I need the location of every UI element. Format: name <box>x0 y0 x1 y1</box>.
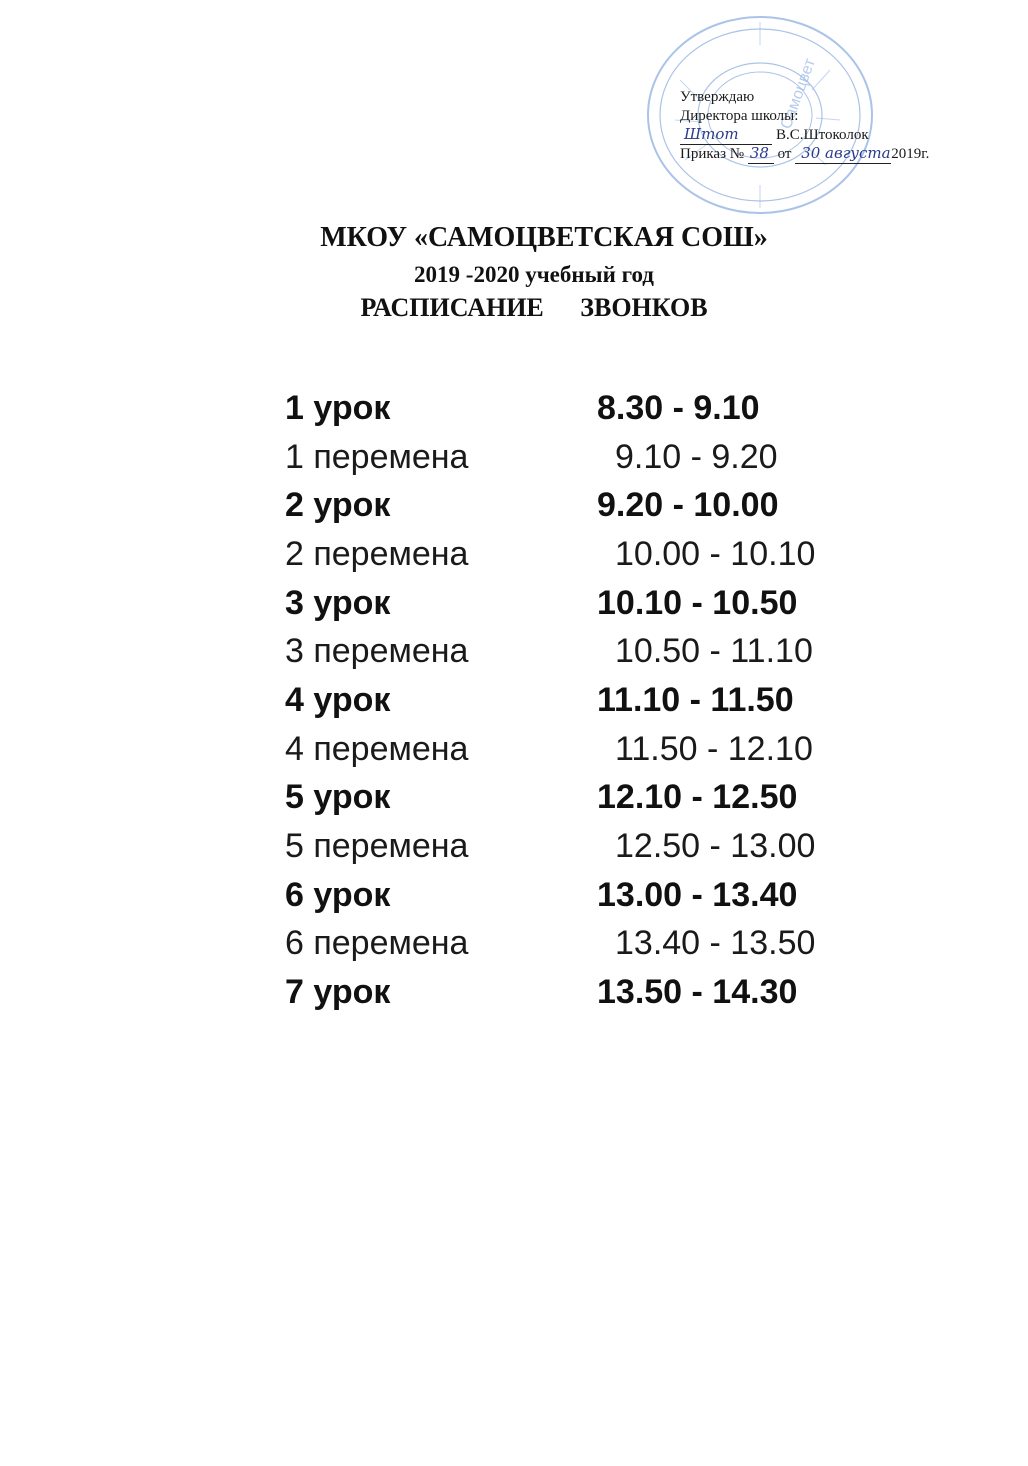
period-name: 2 урок <box>285 486 391 525</box>
order-prefix: Приказ № <box>680 146 745 162</box>
order-number: 38 <box>749 144 769 162</box>
period-name: 2 перемена <box>285 534 469 573</box>
approval-title: Утверждаю <box>680 89 755 105</box>
handwritten-signature: Штот <box>684 125 739 143</box>
signature-line <box>680 125 772 145</box>
schedule-row-break <box>285 822 925 871</box>
schedule-row-lesson <box>285 871 925 920</box>
order-from: от <box>777 146 792 162</box>
period-name: 3 урок <box>285 583 391 622</box>
schedule-row-break <box>285 920 925 969</box>
period-name: 7 урок <box>285 973 391 1012</box>
period-name: 6 урок <box>285 875 391 914</box>
bell-schedule <box>285 384 925 1017</box>
order-date: 30 августа <box>801 144 891 162</box>
schedule-row-lesson <box>285 774 925 823</box>
academic-year: 2019 -2020 учебный год <box>414 262 654 287</box>
school-name: МКОУ «САМОЦВЕТСКАЯ СОШ» <box>320 222 768 253</box>
period-time: 13.40 - 13.50 <box>615 924 816 963</box>
period-time: 10.50 - 11.10 <box>615 632 813 671</box>
period-name: 5 перемена <box>285 827 469 866</box>
order-number-line <box>748 144 774 164</box>
period-name: 1 перемена <box>285 437 469 476</box>
schedule-row-lesson <box>285 481 925 530</box>
schedule-row-lesson <box>285 968 925 1017</box>
period-time: 11.10 - 11.50 <box>597 680 794 719</box>
schedule-row-break <box>285 530 925 579</box>
schedule-row-lesson <box>285 384 925 433</box>
page-title: РАСПИСАНИЕ ЗВОНКОВ <box>360 293 708 322</box>
period-time: 8.30 - 9.10 <box>597 388 760 427</box>
period-time: 9.10 - 9.20 <box>615 437 778 476</box>
schedule-row-lesson <box>285 579 925 628</box>
period-time: 10.00 - 10.10 <box>615 534 816 573</box>
approval-block <box>680 88 1010 164</box>
order-row <box>680 145 1010 164</box>
period-time: 10.10 - 10.50 <box>597 583 798 622</box>
period-name: 4 перемена <box>285 729 469 768</box>
signature-row <box>680 126 1010 145</box>
schedule-row-break <box>285 725 925 774</box>
schedule-row-break <box>285 433 925 482</box>
period-time: 11.50 - 12.10 <box>615 729 813 768</box>
stamp-center-text: Самоцвет <box>777 56 819 132</box>
order-year: 2019г. <box>891 146 930 162</box>
period-name: 3 перемена <box>285 632 469 671</box>
signature-name: В.С.Штоколок <box>776 127 869 143</box>
period-time: 13.00 - 13.40 <box>597 875 798 914</box>
period-time: 9.20 - 10.00 <box>597 486 779 525</box>
period-name: 1 урок <box>285 388 391 427</box>
period-time: 12.10 - 12.50 <box>597 778 798 817</box>
period-time: 12.50 - 13.00 <box>615 827 816 866</box>
schedule-row-lesson <box>285 676 925 725</box>
period-name: 6 перемена <box>285 924 469 963</box>
order-date-line <box>795 144 891 164</box>
approval-position: Директора школы: <box>680 108 799 124</box>
period-name: 4 урок <box>285 680 391 719</box>
period-name: 5 урок <box>285 778 391 817</box>
period-time: 13.50 - 14.30 <box>597 973 798 1012</box>
schedule-row-break <box>285 627 925 676</box>
